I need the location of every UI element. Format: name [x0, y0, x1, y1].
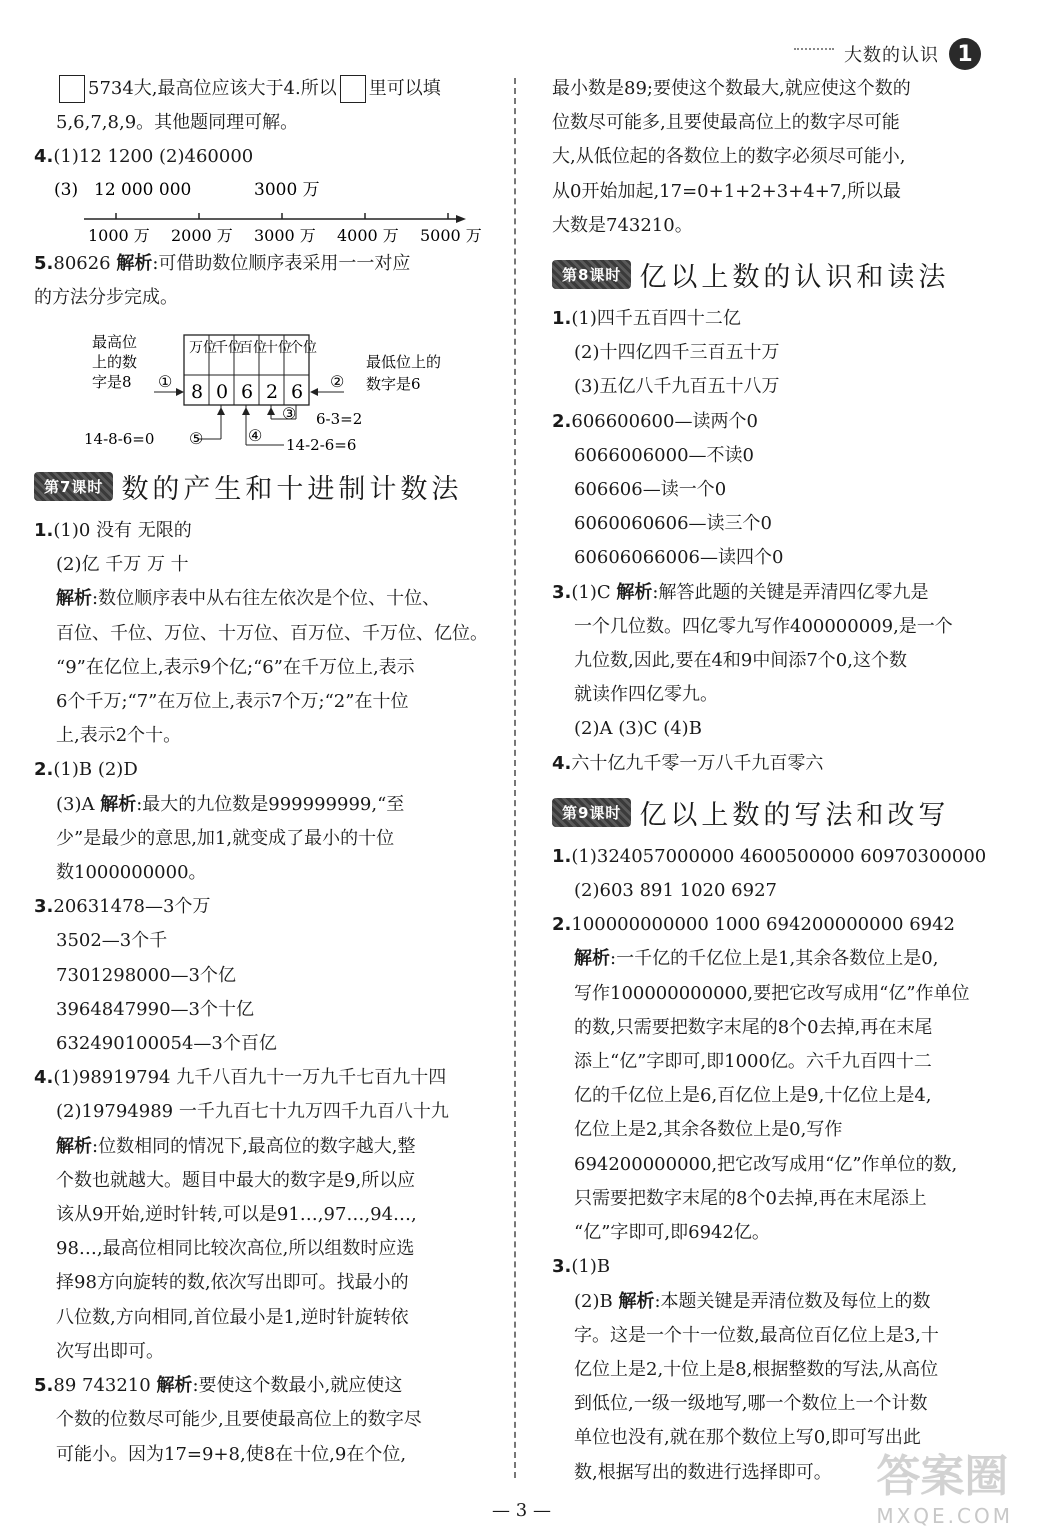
tick-label: 5000 万 — [420, 225, 482, 245]
question-4: 4.(1)12 1200 (2)460000 — [34, 146, 254, 168]
text-line: 八位数,方向相同,首位最小是1,逆时针旋转依 — [56, 1306, 409, 1328]
text-line: (2)亿 千万 万 十 — [56, 554, 189, 576]
text-line: 一个几位数。四亿零九写作400000009,是一个 — [574, 615, 953, 637]
text-line: 到低位,一级一级地写,哪一个数位上一个计数 — [574, 1393, 928, 1415]
text-line: 数1000000000。 — [56, 862, 207, 884]
col-header: 十位 — [264, 340, 292, 357]
watermark-logo: 答案圈 — [876, 1451, 1009, 1502]
text-line: 3502—3个千 — [56, 930, 168, 952]
step-4: ④ — [248, 426, 263, 446]
text-line: 只需要把数字末尾的8个0去掉,再在末尾添上 — [574, 1187, 927, 1209]
question-2: 2.606600600—读两个0 — [552, 410, 758, 432]
blank-box — [59, 75, 85, 103]
left-column — [34, 72, 496, 1472]
chapter-badge: 1 — [949, 38, 981, 70]
column-divider — [514, 78, 516, 1478]
text-line: 的数,只需要把数字末尾的8个0去掉,再在末尾 — [574, 1016, 933, 1038]
note-right: 数字是6 — [366, 375, 421, 394]
lesson-7-heading — [34, 467, 496, 506]
step-5: ⑤ — [189, 429, 204, 449]
text-line: 98…,最高位相同比较次高位,所以组数时应选 — [56, 1238, 415, 1260]
text-line: 3964847990—3个十亿 — [56, 998, 254, 1020]
text-line: 该从9开始,逆时针转,可以是91…,97…,94…, — [56, 1204, 417, 1226]
text-line: (2)A (3)C (4)B — [574, 718, 702, 740]
text-line: 解析:数位顺序表中从右往左依次是个位、十位、 — [56, 588, 441, 610]
step-2: ② — [330, 372, 345, 392]
lesson-title: 数的产生和十进制计数法 — [121, 474, 463, 506]
question-3: 3.(1)B — [552, 1256, 611, 1278]
col-header: 百位 — [239, 340, 267, 357]
text-line: 添上“亿”字即可,即1000亿。六千九百四十二 — [574, 1051, 932, 1073]
question-4b: 4.(1)98919794 九千八百九十一万九千七百九十四 — [34, 1067, 447, 1089]
right-column — [552, 72, 1002, 1490]
note-left: 最高位 — [92, 333, 138, 352]
text-line: 百位、千位、万位、十万位、百万位、千万位、亿位。 — [56, 622, 488, 644]
lesson-tag: 第7课时 — [34, 472, 113, 501]
chapter-title: 大数的认识 — [844, 45, 939, 66]
lesson-8-heading — [552, 255, 1002, 294]
text-line: 亿位上是2,其余各数位上是0,写作 — [574, 1119, 843, 1141]
text-line: 次写出即可。 — [56, 1340, 164, 1362]
text-line: 单位也没有,就在那个数位上写0,即可写出此 — [574, 1427, 921, 1449]
text-line: 最小数是89;要使这个数最大,就应使这个数的 — [552, 78, 911, 99]
text-line: “亿”字即可,即6942亿。 — [574, 1222, 770, 1244]
text-line: 可能小。因为17=9+8,使8在十位,9在个位, — [56, 1443, 407, 1465]
text-line: 个数的位数尽可能少,且要使最高位上的数字尽 — [56, 1409, 422, 1431]
text-line: (2)603 891 1020 6927 — [574, 880, 777, 902]
digit: 8 — [191, 381, 204, 404]
text-line: 6060060606—读三个0 — [574, 513, 772, 535]
page-number: — 3 — — [492, 1500, 551, 1521]
note-right: 最低位上的 — [366, 353, 442, 372]
text-line: (2)十四亿四千三百五十万 — [574, 342, 780, 364]
calc-3: 6-3=2 — [316, 410, 363, 429]
tick-label: 3000 万 — [254, 225, 316, 245]
calc-5: 14-8-6=0 — [84, 430, 155, 449]
question-2: 2.(1)B (2)D — [34, 759, 138, 781]
text-line: (3)五亿八千九百五十八万 — [574, 376, 780, 398]
question-2: 2.100000000000 1000 694200000000 6942 — [552, 914, 956, 936]
lesson-tag: 第9课时 — [552, 798, 631, 827]
text-line: 字。这是一个十一位数,最高位百亿位上是3,十 — [574, 1324, 939, 1346]
text-line: 个数也就越大。题目中最大的数字是9,所以应 — [56, 1169, 416, 1191]
digit: 6 — [291, 381, 304, 404]
text-line: 位数尽可能多,且要使最高位上的数字尽可能 — [552, 112, 900, 134]
lesson-title: 亿以上数的认识和读法 — [639, 262, 950, 294]
text-line: 从0开始加起,17=0+1+2+3+4+7,所以最 — [552, 180, 902, 202]
text-line: 60606066006—读四个0 — [574, 547, 784, 569]
text-line: 亿的千亿位上是6,百亿位上是9,十亿位上是4, — [574, 1085, 932, 1107]
text-line: 解析:一千亿的千亿位上是1,其余各数位上是0, — [574, 948, 939, 970]
number-line-block — [34, 175, 496, 247]
text-line: “9”在亿位上,表示9个亿;“6”在千万位上,表示 — [56, 656, 415, 678]
question-3: 3.(1)C 解析:解答此题的关键是弄清四亿零九是 — [552, 581, 929, 603]
text-line: 7301298000—3个亿 — [56, 964, 236, 986]
question-5b: 5.89 743210 解析:要使这个数最小,就应使这 — [34, 1375, 403, 1397]
text-line: (2)19794989 一千九百七十九万四千九百八十九 — [56, 1101, 449, 1123]
text-line: 5,6,7,8,9。其他题同理可解。 — [56, 112, 299, 134]
digit: 0 — [216, 381, 229, 404]
step-1: ① — [158, 372, 173, 392]
header-decoration — [794, 48, 834, 60]
text-line: (2)B 解析:本题关键是弄清位数及每位上的数 — [574, 1290, 931, 1312]
col-header: 个位 — [289, 340, 317, 357]
digit-diagram — [34, 327, 496, 455]
question-1: 1.(1)324057000000 4600500000 60970300000 — [552, 845, 987, 867]
watermark — [876, 1440, 1013, 1528]
text-line: 就读作四亿零九。 — [574, 684, 718, 706]
lesson-tag: 第8课时 — [552, 260, 631, 289]
text-line: 大数是743210。 — [552, 214, 693, 236]
text-line: 606606—读一个0 — [574, 479, 727, 501]
text-line: 写作100000000000,要把它改写成用“亿”作单位 — [574, 982, 970, 1004]
text-line: 大,从低位起的各数位上的数字必须尽可能小, — [552, 146, 906, 168]
text-line: 少”是最少的意思,加1,就变成了最小的十位 — [56, 827, 395, 849]
text-line: 694200000000,把它改写成用“亿”作单位的数, — [574, 1153, 958, 1175]
text-line: 632490100054—3个百亿 — [56, 1033, 277, 1055]
text-line: 的方法分步完成。 — [34, 286, 178, 308]
question-1: 1.(1)四千五百四十二亿 — [552, 308, 741, 330]
text-line: 6066006000—不读0 — [574, 444, 754, 466]
text-line: 5734大,最高位应该大于4.所以 里可以填 — [34, 72, 496, 106]
digit: 2 — [266, 381, 279, 404]
digit: 6 — [241, 381, 254, 404]
lesson-title: 亿以上数的写法和改写 — [639, 799, 950, 831]
tick-label: 4000 万 — [337, 225, 399, 245]
number-line — [54, 175, 494, 247]
text-line: 解析:位数相同的情况下,最高位的数字越大,整 — [56, 1135, 416, 1157]
text-line: 择98方向旋转的数,依次写出即可。找最小的 — [56, 1272, 409, 1294]
number-line-value-2: 3000 万 — [254, 179, 320, 200]
tick-label: 2000 万 — [171, 225, 233, 245]
text-line: 九位数,因此,要在4和9中间添7个0,这个数 — [574, 650, 907, 672]
col-header: 千位 — [214, 340, 242, 357]
col-header: 万位 — [189, 340, 217, 357]
step-3: ③ — [282, 404, 297, 424]
question-4: 4.六十亿九千零一万八千九百零六 — [552, 752, 824, 774]
question-5: 5.80626 解析:可借助数位顺序表采用一一对应 — [34, 252, 411, 274]
text-line: 亿位上是2,十位上是8,根据整数的写法,从高位 — [574, 1358, 939, 1380]
page-header — [794, 38, 981, 70]
q4-3-label: (3) — [54, 179, 79, 200]
text-line: 上,表示2个十。 — [56, 725, 182, 747]
watermark-url: MXQE.COM — [876, 1504, 1013, 1528]
lesson-9-heading — [552, 793, 1002, 832]
note-left: 字是8 — [92, 373, 132, 392]
blank-box — [340, 75, 366, 103]
text-line: (3)A 解析:最大的九位数是999999999,“至 — [56, 793, 405, 815]
calc-4: 14-2-6=6 — [286, 436, 357, 455]
tick-label: 1000 万 — [88, 225, 150, 245]
text-line: 数,根据写出的数进行选择即可。 — [574, 1461, 832, 1483]
text-line: 6个千万;“7”在万位上,表示7个万;“2”在十位 — [56, 691, 409, 713]
question-1: 1.(1)0 没有 无限的 — [34, 520, 192, 542]
question-3: 3.20631478—3个万 — [34, 896, 211, 918]
note-left: 上的数 — [92, 353, 138, 372]
number-line-value-1: 12 000 000 — [94, 179, 192, 200]
